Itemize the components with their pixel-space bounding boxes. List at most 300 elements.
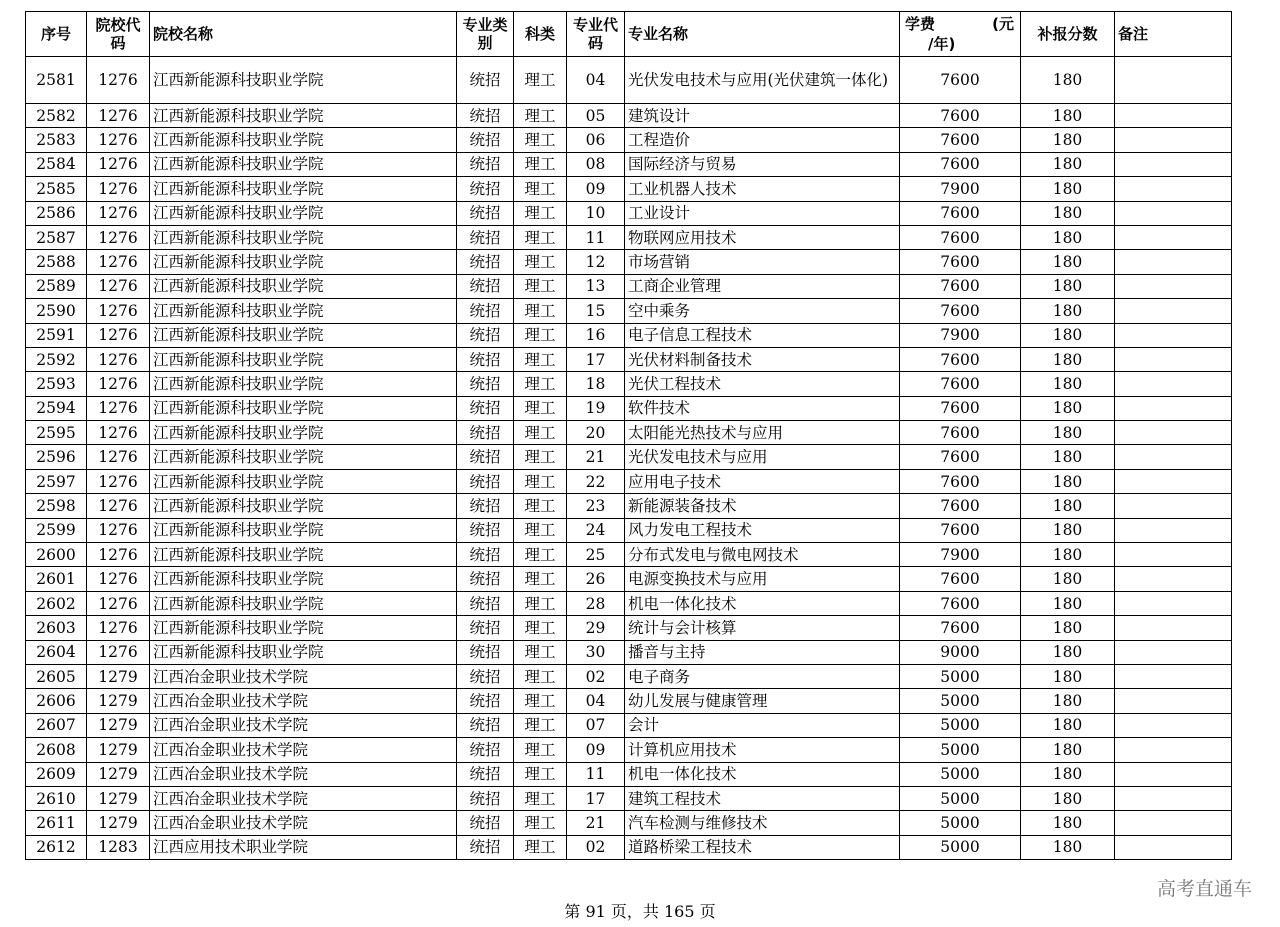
cell-major-name: 应用电子技术	[625, 469, 900, 493]
cell-note	[1115, 396, 1232, 420]
cell-subject: 理工	[514, 177, 567, 201]
cell-note	[1115, 421, 1232, 445]
cell-subject: 理工	[514, 762, 567, 786]
table-row	[26, 323, 1232, 347]
cell-major-code: 17	[567, 347, 625, 371]
cell-subject: 理工	[514, 323, 567, 347]
cell-subject: 理工	[514, 811, 567, 835]
cell-note	[1115, 177, 1232, 201]
cell-score: 180	[1021, 396, 1115, 420]
cell-note	[1115, 299, 1232, 323]
cell-score: 180	[1021, 347, 1115, 371]
cell-score: 180	[1021, 640, 1115, 664]
cell-category: 统招	[457, 689, 514, 713]
cell-major-name: 电子信息工程技术	[625, 323, 900, 347]
cell-school-code: 1276	[87, 469, 150, 493]
cell-major-code: 11	[567, 762, 625, 786]
cell-major-code: 16	[567, 323, 625, 347]
cell-subject: 理工	[514, 57, 567, 104]
cell-seq: 2606	[26, 689, 87, 713]
cell-seq: 2584	[26, 152, 87, 176]
cell-major-name: 建筑工程技术	[625, 786, 900, 810]
cell-school-name: 江西新能源科技职业学院	[150, 152, 457, 176]
cell-major-code: 24	[567, 518, 625, 542]
cell-score: 180	[1021, 421, 1115, 445]
cell-major-code: 06	[567, 128, 625, 152]
cell-school-name: 江西新能源科技职业学院	[150, 177, 457, 201]
cell-seq: 2595	[26, 421, 87, 445]
cell-major-name: 电子商务	[625, 664, 900, 688]
cell-major-code: 25	[567, 543, 625, 567]
cell-school-code: 1279	[87, 811, 150, 835]
cell-score: 180	[1021, 469, 1115, 493]
cell-school-name: 江西冶金职业技术学院	[150, 811, 457, 835]
page-number: 第 91 页，共 165 页	[564, 902, 716, 921]
table-row	[26, 274, 1232, 298]
cell-score: 180	[1021, 177, 1115, 201]
cell-score: 180	[1021, 104, 1115, 128]
cell-score: 180	[1021, 543, 1115, 567]
cell-score: 180	[1021, 689, 1115, 713]
cell-subject: 理工	[514, 518, 567, 542]
cell-major-code: 05	[567, 104, 625, 128]
cell-subject: 理工	[514, 738, 567, 762]
cell-seq: 2598	[26, 494, 87, 518]
cell-seq: 2593	[26, 372, 87, 396]
cell-major-name: 软件技术	[625, 396, 900, 420]
cell-major-name: 统计与会计核算	[625, 616, 900, 640]
table-row	[26, 543, 1232, 567]
cell-major-code: 12	[567, 250, 625, 274]
cell-note	[1115, 372, 1232, 396]
table-row	[26, 128, 1232, 152]
cell-school-name: 江西新能源科技职业学院	[150, 347, 457, 371]
header-tuition-label: 学费	[905, 15, 936, 33]
header-tuition-unit-a: (元	[992, 15, 1014, 33]
table-row	[26, 372, 1232, 396]
cell-major-name: 风力发电工程技术	[625, 518, 900, 542]
cell-category: 统招	[457, 323, 514, 347]
header-category: 专业类别	[457, 12, 514, 57]
cell-school-name: 江西冶金职业技术学院	[150, 689, 457, 713]
cell-subject: 理工	[514, 421, 567, 445]
cell-note	[1115, 323, 1232, 347]
cell-school-code: 1276	[87, 445, 150, 469]
cell-tuition: 7600	[900, 299, 1021, 323]
cell-major-name: 物联网应用技术	[625, 225, 900, 249]
header-note: 备注	[1115, 12, 1232, 57]
cell-school-name: 江西新能源科技职业学院	[150, 396, 457, 420]
cell-major-name: 市场营销	[625, 250, 900, 274]
cell-major-code: 17	[567, 786, 625, 810]
cell-tuition: 7600	[900, 250, 1021, 274]
cell-category: 统招	[457, 250, 514, 274]
cell-tuition: 5000	[900, 713, 1021, 737]
cell-note	[1115, 469, 1232, 493]
cell-major-name: 光伏发电技术与应用(光伏建筑一体化)	[625, 57, 900, 104]
cell-major-name: 工商企业管理	[625, 274, 900, 298]
table-row	[26, 616, 1232, 640]
cell-school-code: 1276	[87, 616, 150, 640]
cell-tuition: 7600	[900, 225, 1021, 249]
cell-major-code: 30	[567, 640, 625, 664]
cell-subject: 理工	[514, 445, 567, 469]
cell-note	[1115, 640, 1232, 664]
cell-major-code: 29	[567, 616, 625, 640]
cell-major-code: 26	[567, 567, 625, 591]
cell-school-name: 江西冶金职业技术学院	[150, 738, 457, 762]
cell-score: 180	[1021, 713, 1115, 737]
cell-seq: 2589	[26, 274, 87, 298]
cell-category: 统招	[457, 128, 514, 152]
cell-note	[1115, 738, 1232, 762]
cell-school-name: 江西应用技术职业学院	[150, 835, 457, 859]
cell-school-name: 江西新能源科技职业学院	[150, 494, 457, 518]
cell-school-name: 江西冶金职业技术学院	[150, 713, 457, 737]
cell-major-code: 04	[567, 57, 625, 104]
cell-score: 180	[1021, 445, 1115, 469]
cell-subject: 理工	[514, 591, 567, 615]
table-row	[26, 567, 1232, 591]
cell-tuition: 7600	[900, 567, 1021, 591]
cell-school-code: 1276	[87, 57, 150, 104]
cell-seq: 2602	[26, 591, 87, 615]
cell-subject: 理工	[514, 543, 567, 567]
cell-school-code: 1279	[87, 713, 150, 737]
watermark: 高考直通车	[1156, 878, 1252, 900]
cell-tuition: 7900	[900, 543, 1021, 567]
header-major-name: 专业名称	[625, 12, 900, 57]
table-body	[26, 57, 1232, 860]
cell-school-name: 江西新能源科技职业学院	[150, 469, 457, 493]
cell-score: 180	[1021, 152, 1115, 176]
cell-major-name: 汽车检测与维修技术	[625, 811, 900, 835]
cell-note	[1115, 616, 1232, 640]
cell-note	[1115, 347, 1232, 371]
cell-category: 统招	[457, 811, 514, 835]
cell-school-code: 1276	[87, 177, 150, 201]
cell-subject: 理工	[514, 299, 567, 323]
cell-major-name: 建筑设计	[625, 104, 900, 128]
cell-tuition: 7600	[900, 152, 1021, 176]
cell-category: 统招	[457, 591, 514, 615]
admissions-table	[25, 11, 1232, 860]
table-row	[26, 494, 1232, 518]
table-row	[26, 689, 1232, 713]
cell-category: 统招	[457, 396, 514, 420]
cell-category: 统招	[457, 494, 514, 518]
table-row	[26, 445, 1232, 469]
cell-seq: 2607	[26, 713, 87, 737]
cell-school-name: 江西新能源科技职业学院	[150, 201, 457, 225]
cell-tuition: 7600	[900, 421, 1021, 445]
table-row	[26, 299, 1232, 323]
cell-major-code: 28	[567, 591, 625, 615]
cell-major-name: 空中乘务	[625, 299, 900, 323]
cell-tuition: 7900	[900, 177, 1021, 201]
cell-score: 180	[1021, 323, 1115, 347]
cell-major-code: 11	[567, 225, 625, 249]
cell-note	[1115, 128, 1232, 152]
cell-score: 180	[1021, 786, 1115, 810]
cell-school-code: 1276	[87, 104, 150, 128]
header-row	[26, 12, 1232, 57]
cell-seq: 2603	[26, 616, 87, 640]
cell-school-name: 江西新能源科技职业学院	[150, 640, 457, 664]
cell-subject: 理工	[514, 347, 567, 371]
cell-tuition: 7600	[900, 616, 1021, 640]
cell-tuition: 7600	[900, 591, 1021, 615]
cell-tuition: 7600	[900, 372, 1021, 396]
cell-score: 180	[1021, 128, 1115, 152]
table-row	[26, 201, 1232, 225]
table-row	[26, 57, 1232, 104]
cell-school-code: 1276	[87, 250, 150, 274]
cell-subject: 理工	[514, 640, 567, 664]
cell-school-code: 1276	[87, 372, 150, 396]
cell-note	[1115, 104, 1232, 128]
cell-category: 统招	[457, 835, 514, 859]
cell-subject: 理工	[514, 128, 567, 152]
cell-subject: 理工	[514, 616, 567, 640]
cell-major-name: 国际经济与贸易	[625, 152, 900, 176]
table-row	[26, 786, 1232, 810]
cell-major-code: 09	[567, 177, 625, 201]
cell-seq: 2582	[26, 104, 87, 128]
cell-note	[1115, 518, 1232, 542]
cell-school-name: 江西冶金职业技术学院	[150, 664, 457, 688]
cell-tuition: 5000	[900, 664, 1021, 688]
cell-major-name: 分布式发电与微电网技术	[625, 543, 900, 567]
cell-category: 统招	[457, 713, 514, 737]
cell-school-name: 江西新能源科技职业学院	[150, 518, 457, 542]
cell-score: 180	[1021, 250, 1115, 274]
cell-category: 统招	[457, 177, 514, 201]
cell-category: 统招	[457, 347, 514, 371]
header-tuition-unit-b: /年)	[928, 35, 956, 53]
cell-school-name: 江西新能源科技职业学院	[150, 372, 457, 396]
cell-seq: 2609	[26, 762, 87, 786]
cell-tuition: 7600	[900, 396, 1021, 420]
cell-seq: 2604	[26, 640, 87, 664]
cell-major-code: 10	[567, 201, 625, 225]
cell-note	[1115, 591, 1232, 615]
cell-tuition: 7600	[900, 469, 1021, 493]
cell-school-code: 1276	[87, 128, 150, 152]
cell-subject: 理工	[514, 225, 567, 249]
cell-major-name: 工程造价	[625, 128, 900, 152]
table-row	[26, 177, 1232, 201]
header-seq: 序号	[26, 12, 87, 57]
cell-school-code: 1276	[87, 494, 150, 518]
cell-category: 统招	[457, 445, 514, 469]
cell-school-name: 江西新能源科技职业学院	[150, 299, 457, 323]
cell-category: 统招	[457, 469, 514, 493]
cell-major-name: 电源变换技术与应用	[625, 567, 900, 591]
cell-subject: 理工	[514, 469, 567, 493]
cell-major-code: 22	[567, 469, 625, 493]
cell-major-name: 机电一体化技术	[625, 591, 900, 615]
cell-category: 统招	[457, 299, 514, 323]
cell-school-name: 江西新能源科技职业学院	[150, 445, 457, 469]
cell-note	[1115, 57, 1232, 104]
cell-category: 统招	[457, 543, 514, 567]
cell-major-name: 机电一体化技术	[625, 762, 900, 786]
cell-major-name: 播音与主持	[625, 640, 900, 664]
cell-school-code: 1276	[87, 518, 150, 542]
table-row	[26, 591, 1232, 615]
table-row	[26, 664, 1232, 688]
table-row	[26, 396, 1232, 420]
cell-tuition: 5000	[900, 811, 1021, 835]
cell-seq: 2608	[26, 738, 87, 762]
cell-school-name: 江西新能源科技职业学院	[150, 274, 457, 298]
cell-tuition: 7600	[900, 347, 1021, 371]
cell-category: 统招	[457, 762, 514, 786]
cell-tuition: 9000	[900, 640, 1021, 664]
cell-major-code: 09	[567, 738, 625, 762]
cell-major-name: 光伏材料制备技术	[625, 347, 900, 371]
cell-seq: 2599	[26, 518, 87, 542]
cell-note	[1115, 250, 1232, 274]
cell-school-code: 1283	[87, 835, 150, 859]
cell-school-code: 1279	[87, 689, 150, 713]
cell-subject: 理工	[514, 201, 567, 225]
cell-school-name: 江西新能源科技职业学院	[150, 104, 457, 128]
header-subject: 科类	[514, 12, 567, 57]
cell-major-name: 工业设计	[625, 201, 900, 225]
cell-tuition: 7600	[900, 445, 1021, 469]
cell-score: 180	[1021, 664, 1115, 688]
table-row	[26, 835, 1232, 859]
cell-subject: 理工	[514, 152, 567, 176]
cell-school-name: 江西新能源科技职业学院	[150, 567, 457, 591]
cell-tuition: 7600	[900, 274, 1021, 298]
cell-school-code: 1276	[87, 201, 150, 225]
cell-seq: 2592	[26, 347, 87, 371]
cell-note	[1115, 689, 1232, 713]
cell-tuition: 7600	[900, 104, 1021, 128]
cell-score: 180	[1021, 274, 1115, 298]
cell-score: 180	[1021, 591, 1115, 615]
cell-score: 180	[1021, 811, 1115, 835]
table-row	[26, 762, 1232, 786]
cell-major-code: 20	[567, 421, 625, 445]
cell-major-code: 04	[567, 689, 625, 713]
cell-school-code: 1276	[87, 421, 150, 445]
cell-category: 统招	[457, 201, 514, 225]
cell-note	[1115, 567, 1232, 591]
cell-note	[1115, 201, 1232, 225]
table-row	[26, 250, 1232, 274]
cell-note	[1115, 543, 1232, 567]
header-major-code: 专业代码	[567, 12, 625, 57]
cell-subject: 理工	[514, 786, 567, 810]
table-row	[26, 518, 1232, 542]
cell-note	[1115, 835, 1232, 859]
cell-category: 统招	[457, 152, 514, 176]
cell-tuition: 5000	[900, 689, 1021, 713]
cell-major-code: 23	[567, 494, 625, 518]
cell-school-code: 1276	[87, 152, 150, 176]
cell-category: 统招	[457, 421, 514, 445]
cell-subject: 理工	[514, 274, 567, 298]
cell-category: 统招	[457, 372, 514, 396]
cell-school-code: 1276	[87, 396, 150, 420]
cell-tuition: 7900	[900, 323, 1021, 347]
cell-note	[1115, 713, 1232, 737]
cell-major-code: 02	[567, 664, 625, 688]
cell-school-code: 1279	[87, 664, 150, 688]
cell-school-name: 江西新能源科技职业学院	[150, 616, 457, 640]
cell-school-code: 1276	[87, 299, 150, 323]
cell-school-code: 1276	[87, 640, 150, 664]
cell-score: 180	[1021, 225, 1115, 249]
header-tuition	[900, 12, 1021, 57]
table-row	[26, 104, 1232, 128]
table-row	[26, 811, 1232, 835]
cell-score: 180	[1021, 57, 1115, 104]
cell-note	[1115, 445, 1232, 469]
cell-school-code: 1276	[87, 543, 150, 567]
cell-category: 统招	[457, 786, 514, 810]
cell-tuition: 5000	[900, 762, 1021, 786]
cell-seq: 2605	[26, 664, 87, 688]
cell-tuition: 5000	[900, 835, 1021, 859]
cell-seq: 2600	[26, 543, 87, 567]
cell-category: 统招	[457, 664, 514, 688]
cell-school-code: 1279	[87, 762, 150, 786]
cell-school-name: 江西新能源科技职业学院	[150, 591, 457, 615]
cell-tuition: 5000	[900, 786, 1021, 810]
cell-score: 180	[1021, 762, 1115, 786]
cell-major-code: 15	[567, 299, 625, 323]
cell-category: 统招	[457, 104, 514, 128]
cell-school-code: 1279	[87, 786, 150, 810]
cell-seq: 2586	[26, 201, 87, 225]
cell-subject: 理工	[514, 250, 567, 274]
cell-school-code: 1276	[87, 347, 150, 371]
cell-school-name: 江西新能源科技职业学院	[150, 57, 457, 104]
cell-category: 统招	[457, 616, 514, 640]
cell-seq: 2581	[26, 57, 87, 104]
cell-score: 180	[1021, 494, 1115, 518]
cell-major-code: 18	[567, 372, 625, 396]
cell-seq: 2601	[26, 567, 87, 591]
cell-major-code: 21	[567, 445, 625, 469]
cell-subject: 理工	[514, 372, 567, 396]
cell-school-name: 江西新能源科技职业学院	[150, 421, 457, 445]
cell-seq: 2594	[26, 396, 87, 420]
cell-tuition: 7600	[900, 128, 1021, 152]
cell-school-code: 1279	[87, 738, 150, 762]
cell-school-name: 江西新能源科技职业学院	[150, 128, 457, 152]
cell-score: 180	[1021, 567, 1115, 591]
cell-school-name: 江西新能源科技职业学院	[150, 250, 457, 274]
cell-major-name: 会计	[625, 713, 900, 737]
cell-major-name: 计算机应用技术	[625, 738, 900, 762]
cell-school-name: 江西新能源科技职业学院	[150, 323, 457, 347]
cell-note	[1115, 494, 1232, 518]
header-school-code: 院校代码	[87, 12, 150, 57]
cell-category: 统招	[457, 225, 514, 249]
cell-major-code: 21	[567, 811, 625, 835]
header-score: 补报分数	[1021, 12, 1115, 57]
table-row	[26, 421, 1232, 445]
cell-school-name: 江西冶金职业技术学院	[150, 762, 457, 786]
cell-tuition: 7600	[900, 201, 1021, 225]
cell-major-code: 08	[567, 152, 625, 176]
